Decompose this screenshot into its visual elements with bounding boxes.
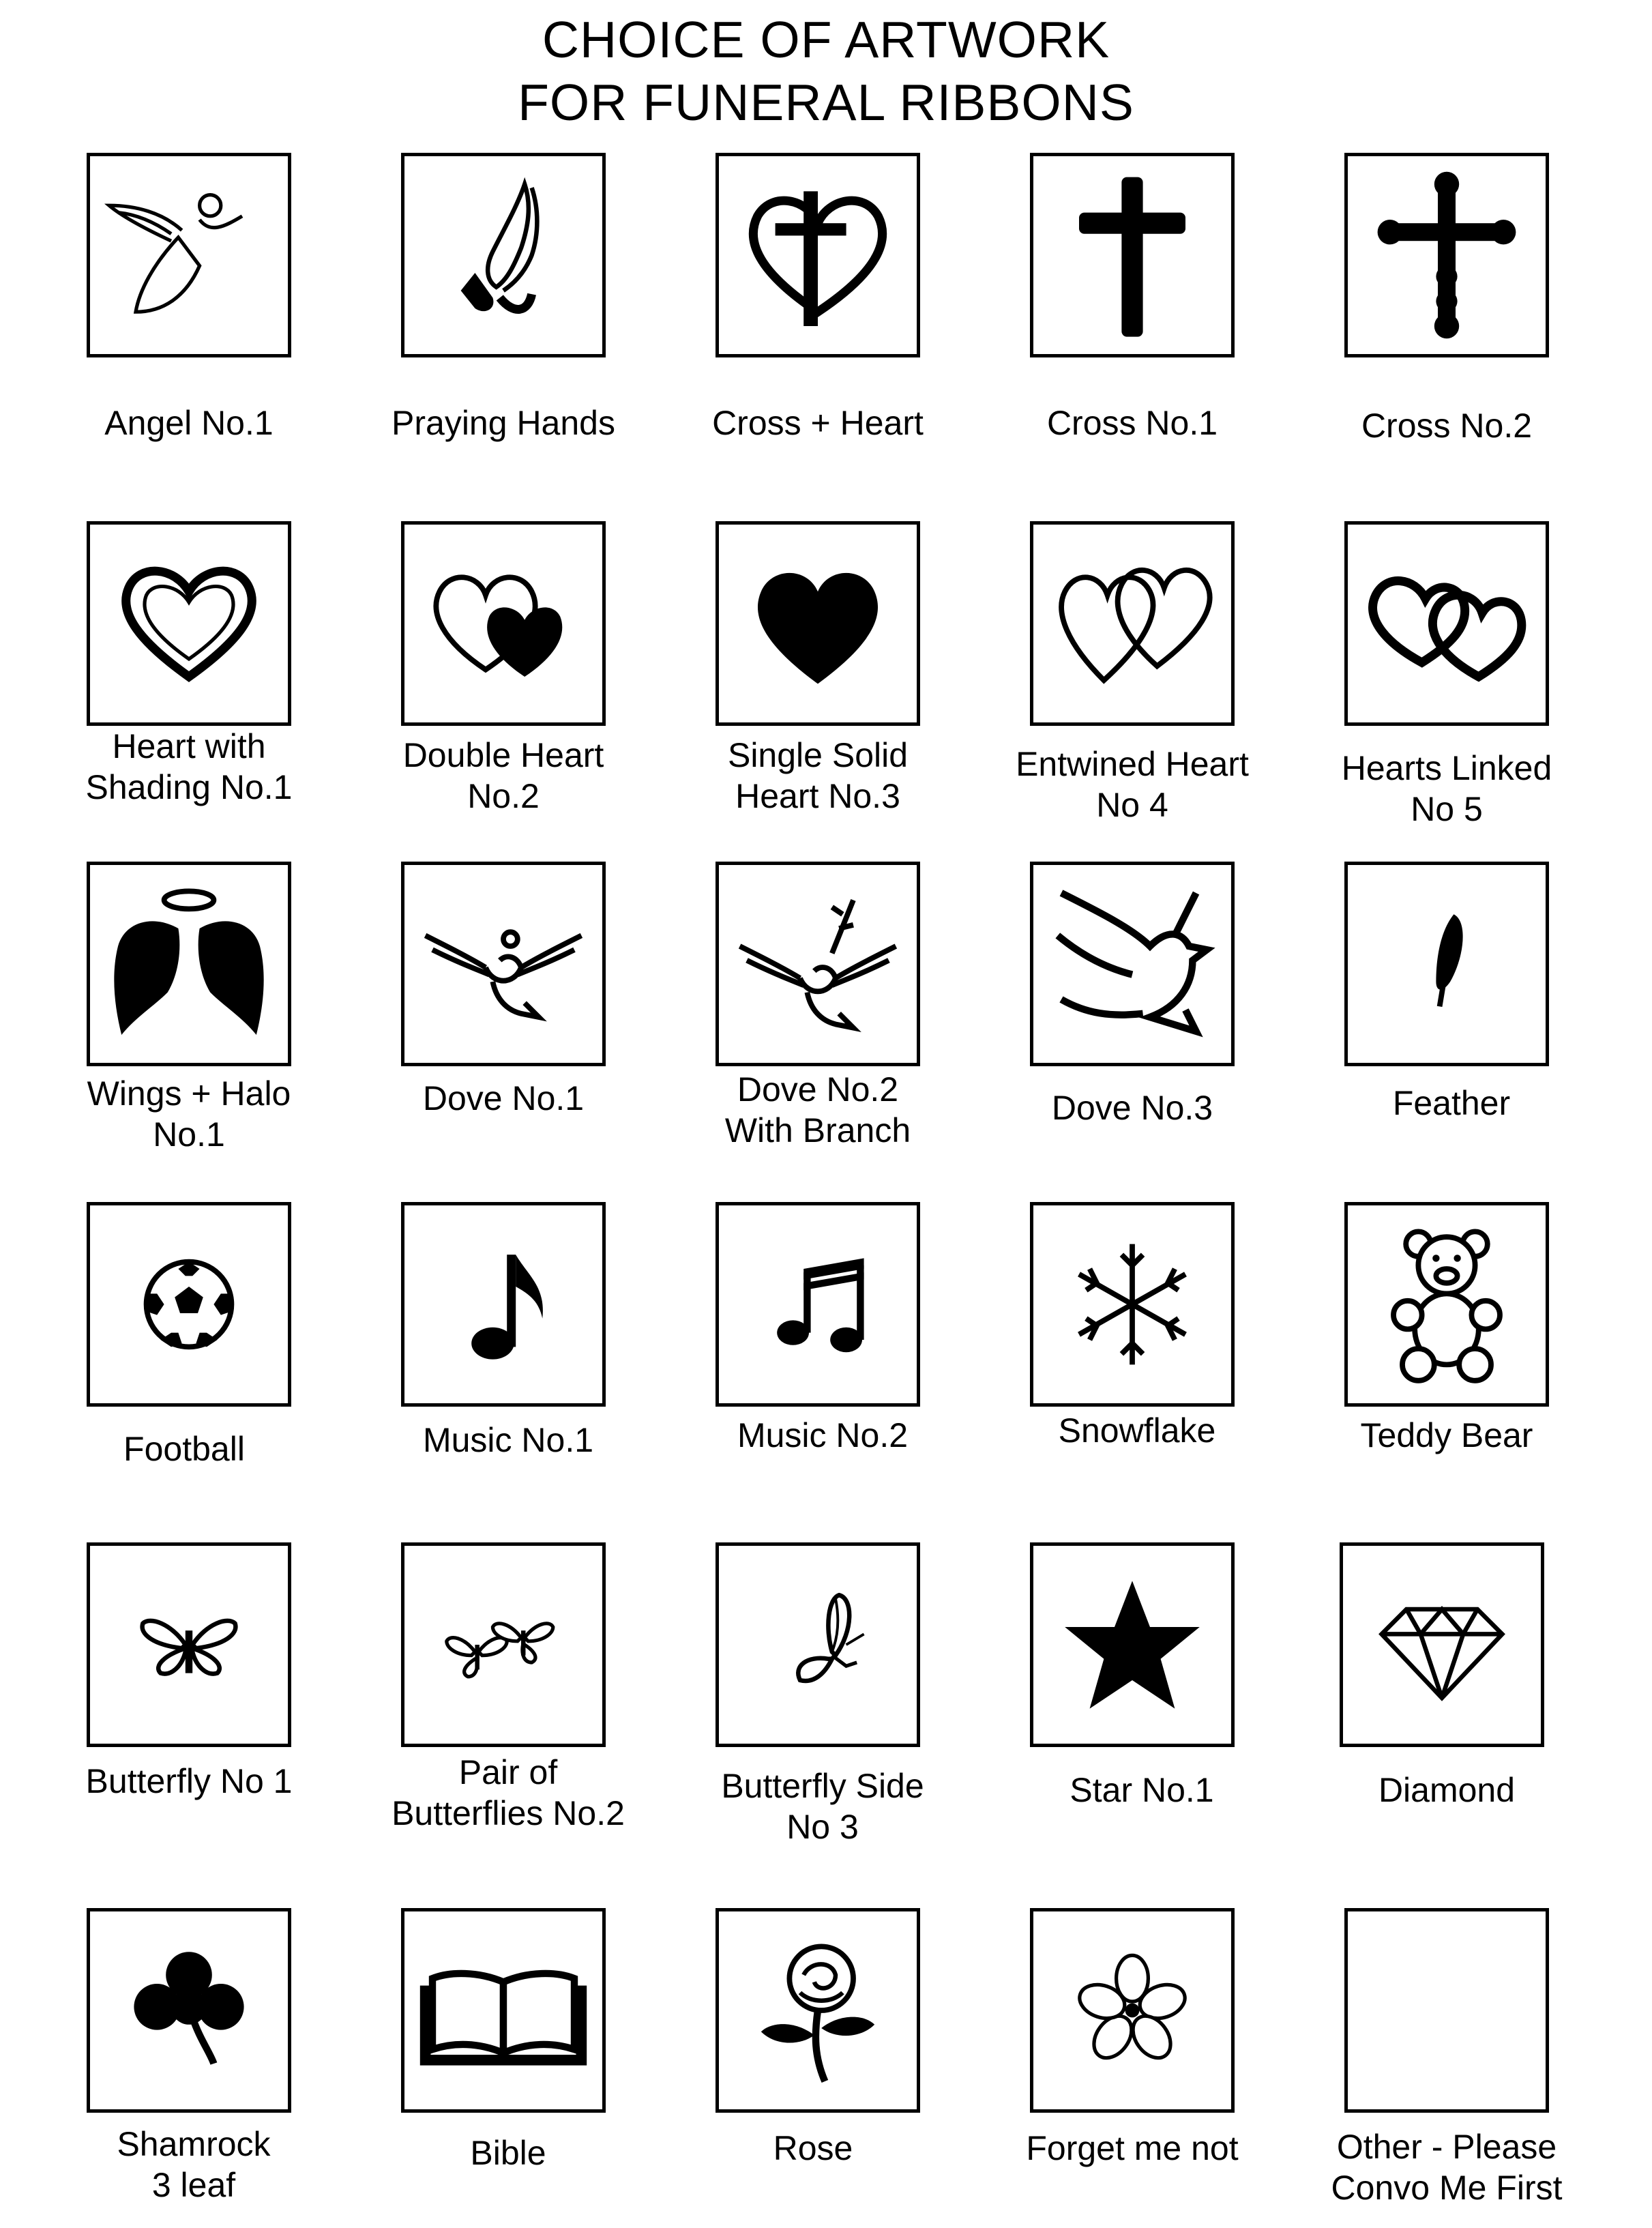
caption-line: Praying Hands — [392, 404, 615, 442]
artwork-tile-shaded-heart[interactable] — [87, 521, 291, 726]
caption-line: 3 leaf — [151, 2166, 236, 2204]
caption-line: Hearts Linked — [1341, 749, 1552, 787]
caption-line: Bible — [470, 2134, 546, 2172]
caption-line: Teddy Bear — [1360, 1416, 1533, 1454]
butterfly-icon — [100, 1556, 278, 1733]
caption-line: Music No.1 — [422, 1421, 594, 1459]
rose-icon — [729, 1922, 906, 2099]
caption-forget-me-not — [975, 2128, 1289, 2169]
caption-line: Shading No.1 — [85, 768, 293, 806]
caption-shamrock — [37, 2124, 351, 2205]
caption-line: No 5 — [1411, 790, 1483, 828]
caption-butterfly-side — [666, 1765, 979, 1847]
artwork-tile-cross-2[interactable] — [1344, 153, 1549, 357]
artwork-tile-praying-hands[interactable] — [401, 153, 606, 357]
caption-line: Wings + Halo — [87, 1074, 291, 1113]
shaded-heart-icon — [100, 535, 278, 712]
title-line-1: CHOICE OF ARTWORK — [542, 11, 1110, 68]
caption-line: Football — [123, 1430, 245, 1468]
caption-cross-1 — [975, 402, 1289, 443]
butterfly-pair-icon — [415, 1556, 592, 1733]
music-note-icon — [415, 1216, 592, 1393]
dove-outline-icon — [1044, 875, 1221, 1053]
wings-halo-icon — [100, 875, 278, 1053]
caption-line: No 3 — [786, 1808, 859, 1846]
caption-rose — [656, 2128, 970, 2169]
caption-line: Dove No.1 — [422, 1079, 585, 1117]
caption-line: Shamrock — [117, 2125, 271, 2163]
artwork-tile-shamrock[interactable] — [87, 1908, 291, 2113]
cross-icon — [1044, 166, 1221, 344]
caption-line: Cross No.1 — [1046, 404, 1218, 442]
blank-icon — [1358, 1922, 1535, 2099]
caption-line: Other - Please — [1336, 2128, 1557, 2166]
artwork-tile-teddy-bear[interactable] — [1344, 1202, 1549, 1407]
praying-hands-icon — [415, 166, 592, 344]
shamrock-icon — [100, 1922, 278, 2099]
diamond-icon — [1353, 1556, 1531, 1733]
artwork-tile-star[interactable] — [1030, 1542, 1235, 1747]
artwork-tile-wings-halo[interactable] — [87, 862, 291, 1066]
caption-line: Double Heart — [402, 736, 604, 774]
artwork-tile-butterfly-pair[interactable] — [401, 1542, 606, 1747]
caption-double-heart — [346, 735, 660, 817]
caption-line: Butterfly Side — [721, 1767, 924, 1805]
caption-line: Butterfly No 1 — [85, 1762, 293, 1800]
caption-line: Cross No.2 — [1361, 407, 1533, 445]
caption-shaded-heart — [32, 726, 346, 808]
teddy-bear-icon — [1358, 1216, 1535, 1393]
caption-music-2 — [666, 1415, 979, 1456]
caption-butterfly-pair — [351, 1752, 665, 1834]
cross-heart-icon — [729, 166, 906, 344]
caption-football — [27, 1428, 341, 1469]
caption-line: With Branch — [724, 1111, 911, 1149]
dove-branch-icon — [729, 875, 906, 1053]
artwork-tile-football[interactable] — [87, 1202, 291, 1407]
artwork-tile-forget-me-not[interactable] — [1030, 1908, 1235, 2113]
caption-line: Single Solid — [727, 736, 909, 774]
artwork-tile-music-2[interactable] — [716, 1202, 920, 1407]
dove-icon — [415, 875, 592, 1053]
artwork-tile-butterfly-1[interactable] — [87, 1542, 291, 1747]
artwork-tile-cross-heart[interactable] — [716, 153, 920, 357]
artwork-tile-linked-hearts[interactable] — [1344, 521, 1549, 726]
caption-solid-heart — [661, 735, 975, 817]
caption-teddy-bear — [1290, 1415, 1604, 1456]
forget-me-not-icon — [1044, 1922, 1221, 2099]
caption-line: Butterflies No.2 — [392, 1794, 625, 1832]
caption-line: Angel No.1 — [104, 404, 274, 442]
beamed-notes-icon — [729, 1216, 906, 1393]
artwork-tile-dove-3[interactable] — [1030, 862, 1235, 1066]
caption-praying-hands — [346, 402, 660, 443]
page-title — [0, 8, 1652, 134]
caption-line: Convo Me First — [1331, 2169, 1563, 2207]
caption-dove-3 — [975, 1087, 1289, 1128]
artwork-tile-cross-1[interactable] — [1030, 153, 1235, 357]
caption-line: Entwined Heart — [1016, 745, 1249, 783]
artwork-tile-double-heart[interactable] — [401, 521, 606, 726]
angel-icon — [100, 166, 278, 344]
football-icon — [100, 1216, 278, 1393]
caption-line: Dove No.2 — [737, 1070, 899, 1109]
title-line-2: FOR FUNERAL RIBBONS — [518, 74, 1134, 131]
bible-icon — [415, 1922, 592, 2099]
caption-feather — [1295, 1083, 1608, 1124]
caption-other — [1290, 2126, 1604, 2208]
snowflake-icon — [1044, 1216, 1221, 1393]
caption-line: No.2 — [467, 777, 540, 815]
artwork-tile-entwined-hearts[interactable] — [1030, 521, 1235, 726]
artwork-tile-solid-heart[interactable] — [716, 521, 920, 726]
caption-cross-heart — [661, 402, 975, 443]
artwork-tile-rose[interactable] — [716, 1908, 920, 2113]
caption-line: Dove No.3 — [1051, 1089, 1213, 1127]
artwork-tile-music-1[interactable] — [401, 1202, 606, 1407]
caption-line: Pair of — [458, 1753, 558, 1791]
caption-music-1 — [351, 1420, 665, 1461]
caption-snowflake — [980, 1410, 1294, 1451]
caption-line: Heart No.3 — [735, 777, 900, 815]
caption-line: Feather — [1392, 1084, 1511, 1122]
caption-angel — [32, 402, 346, 443]
caption-linked-hearts — [1290, 748, 1604, 830]
butterfly-side-icon — [729, 1556, 906, 1733]
caption-entwined-hearts — [975, 744, 1289, 825]
caption-star — [985, 1770, 1299, 1811]
caption-line: Cross + Heart — [712, 404, 924, 442]
entwined-hearts-icon — [1044, 535, 1221, 712]
artwork-tile-butterfly-side[interactable] — [716, 1542, 920, 1747]
artwork-tile-diamond[interactable] — [1340, 1542, 1544, 1747]
caption-line: Forget me not — [1026, 2129, 1239, 2167]
caption-diamond — [1290, 1770, 1604, 1811]
caption-dove-2 — [661, 1069, 975, 1151]
artwork-tile-dove-2[interactable] — [716, 862, 920, 1066]
caption-line: Snowflake — [1058, 1411, 1216, 1450]
caption-line: No.1 — [153, 1115, 225, 1154]
ornate-cross-icon — [1358, 166, 1535, 344]
artwork-tile-dove-1[interactable] — [401, 862, 606, 1066]
caption-wings-halo — [32, 1073, 346, 1155]
caption-cross-2 — [1290, 405, 1604, 446]
star-icon — [1044, 1556, 1221, 1733]
linked-hearts-icon — [1358, 535, 1535, 712]
artwork-tile-snowflake[interactable] — [1030, 1202, 1235, 1407]
caption-dove-1 — [346, 1078, 660, 1119]
artwork-tile-bible[interactable] — [401, 1908, 606, 2113]
caption-line: Music No.2 — [737, 1416, 909, 1454]
caption-line: Diamond — [1378, 1771, 1516, 1809]
caption-bible — [351, 2132, 665, 2173]
artwork-tile-feather[interactable] — [1344, 862, 1549, 1066]
caption-line: Star No.1 — [1070, 1771, 1214, 1809]
solid-heart-icon — [729, 535, 906, 712]
caption-line: Rose — [773, 2129, 853, 2167]
caption-line: No 4 — [1096, 786, 1168, 824]
artwork-tile-angel[interactable] — [87, 153, 291, 357]
artwork-tile-other[interactable] — [1344, 1908, 1549, 2113]
caption-line: Heart with — [112, 727, 266, 765]
feather-icon — [1358, 875, 1535, 1053]
double-heart-icon — [415, 535, 592, 712]
caption-butterfly-1 — [32, 1761, 346, 1802]
